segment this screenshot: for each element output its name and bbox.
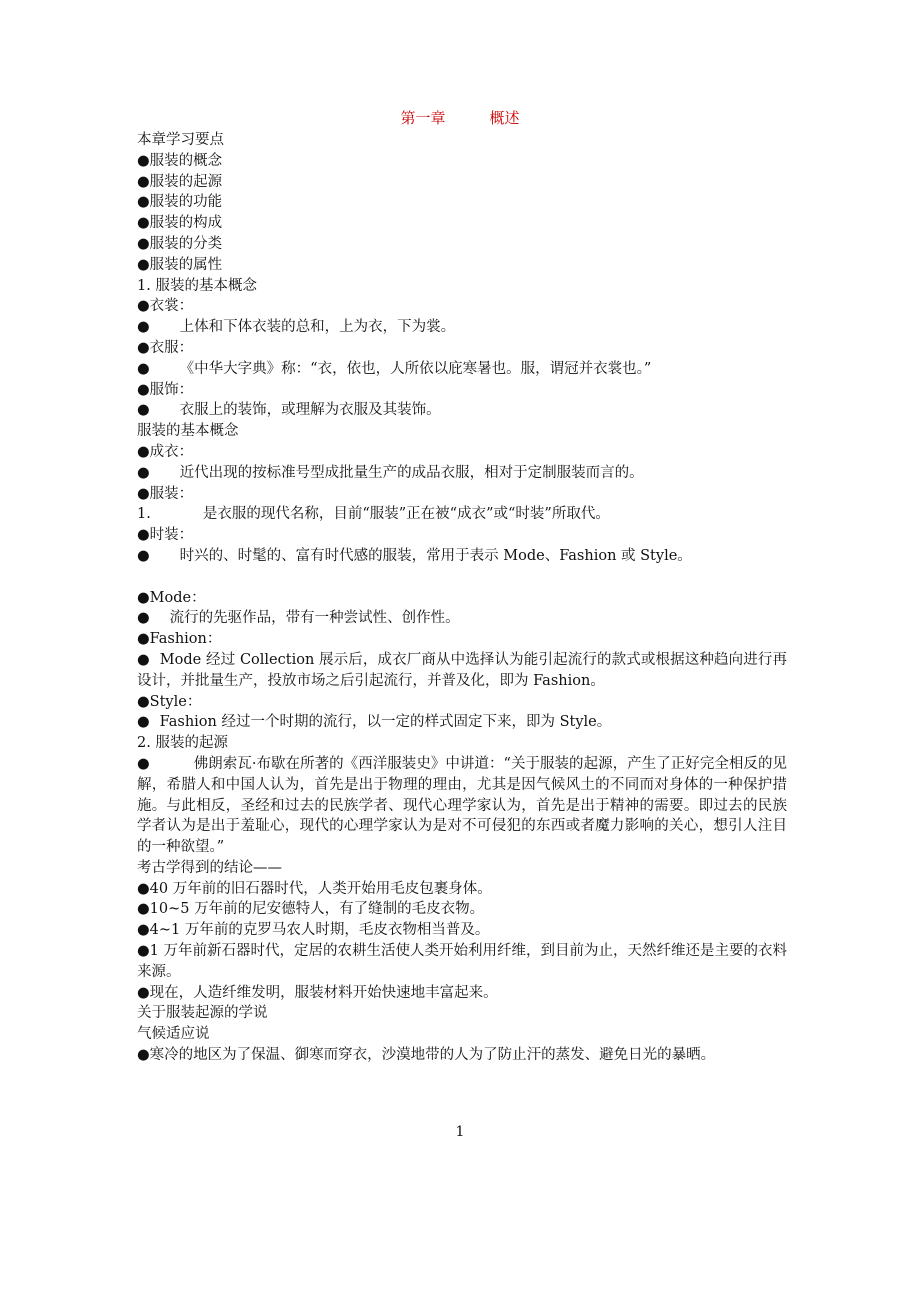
bullet: ●	[137, 651, 150, 668]
page-number: 1	[455, 1124, 465, 1140]
definition-text: 近代出现的按标准号型成批量生产的成品衣服，相对于定制服装而言的。	[179, 464, 644, 481]
bullet: ●	[137, 360, 150, 377]
list-item: ●服装的分类	[137, 235, 223, 252]
chapter-name: 概述	[489, 109, 520, 127]
definition-text: Mode 经过 Collection 展示后，成衣厂商从中选择认为能引起流行的款式或根据这种趋向进行再设计，并批量生产，投放市场之后引起流行，并普及化，即为 Fashion。	[137, 651, 787, 689]
list-item: ●现在，人造纤维发明，服装材料开始快速地丰富起来。	[137, 984, 498, 1001]
bullet: ●	[137, 714, 150, 731]
list-item: ●10~5 万年前的尼安德特人，有了缝制的毛皮衣物。	[137, 901, 485, 918]
bullet: ●	[137, 319, 150, 336]
bullet: ●	[137, 755, 150, 772]
quote-text: 佛朗索瓦·布歇在所著的《西洋服装史》中讲道：“关于服装的起源，产生了正好完全相反的见解，希腊人和中国人认为，首先是出于物理的理由，尤其是因气候风土的不同而对身体的一种保护措施。与此相反，圣经和过去的民族学者、现代心理学家认为，首先是出于精神的需要。即过去的民族学者认为是出于羞耻心，现代的心理学家认为是对不可侵犯的东西或者魔力影响的关心，想引人注目的一种欲望。”	[137, 755, 787, 856]
term-heading: ●服装：	[137, 485, 194, 502]
list-item: ●服装的构成	[137, 215, 223, 232]
definition-text: 衣服上的装饰，或理解为衣服及其装饰。	[179, 402, 441, 419]
definition-text: 流行的先驱作品，带有一种尝试性、创作性。	[169, 610, 460, 627]
definition-line	[137, 400, 787, 421]
list-item: ●服装的起源	[137, 173, 223, 190]
bullet: ●	[137, 464, 150, 481]
section-heading: 关于服装起源的学说	[137, 1005, 268, 1022]
bullet: ●	[137, 402, 150, 419]
list-number: 1.	[137, 506, 151, 523]
term-heading: ●时装：	[137, 527, 194, 544]
definition-line	[137, 463, 787, 484]
quote-paragraph	[137, 754, 787, 858]
document-body	[137, 130, 787, 1066]
definition-paragraph	[137, 650, 787, 692]
list-item: ●寒冷的地区为了保温、御寒而穿衣，沙漠地带的人为了防止汗的蒸发、避免日光的暴晒。	[137, 1047, 716, 1064]
definition-line	[137, 504, 787, 525]
definition-line	[137, 359, 787, 380]
term-heading: ●服饰：	[137, 381, 194, 398]
list-item: ●1 万年前新石器时代，定居的农耕生活使人类开始利用纤维，到目前为止，天然纤维还是主要的衣料来源。	[137, 943, 787, 980]
list-item: ●服装的属性	[137, 256, 223, 273]
list-item: ●服装的功能	[137, 194, 223, 211]
term-heading: ●Fashion：	[137, 631, 222, 648]
section-heading: 考古学得到的结论——	[137, 859, 282, 876]
chapter-number: 第一章	[400, 109, 446, 127]
term-heading: ●Mode：	[137, 589, 206, 606]
definition-line	[137, 712, 787, 733]
definition-text: 《中华大字典》称：“衣，依也，人所依以庇寒暑也。服，谓冠并衣裳也。”	[179, 360, 652, 377]
term-heading: ●衣裳：	[137, 298, 194, 315]
definition-text: 是衣服的现代名称，目前“服装”正在被“成衣”或“时装”所取代。	[202, 506, 610, 523]
definition-line	[137, 546, 787, 567]
term-heading: ●Style：	[137, 693, 202, 710]
term-heading: ●衣服：	[137, 339, 194, 356]
section-heading: 1. 服装的基本概念	[137, 277, 257, 294]
definition-text: 上体和下体衣装的总和，上为衣，下为裳。	[179, 319, 456, 336]
definition-text: Fashion 经过一个时期的流行，以一定的样式固定下来，即为 Style。	[159, 714, 612, 731]
list-item: ●服装的概念	[137, 152, 223, 169]
definition-text: 时兴的、时髦的、富有时代感的服装，常用于表示 Mode、Fashion 或 Style。	[179, 547, 692, 564]
bullet: ●	[137, 610, 150, 627]
section-heading: 本章学习要点	[137, 132, 224, 148]
section-heading: 服装的基本概念	[137, 423, 239, 440]
list-item: ●40 万年前的旧石器时代，人类开始用毛皮包裹身体。	[137, 880, 492, 897]
bullet: ●	[137, 547, 150, 564]
subsection-heading: 气候适应说	[137, 1026, 210, 1043]
term-heading: ●成衣：	[137, 443, 194, 460]
section-heading: 2. 服装的起源	[137, 735, 228, 752]
blank-line	[137, 567, 787, 588]
definition-line	[137, 317, 787, 338]
list-item: ●4~1 万年前的克罗马农人时期，毛皮衣物相当普及。	[137, 922, 490, 939]
definition-line	[137, 608, 787, 629]
chapter-title	[0, 108, 920, 128]
